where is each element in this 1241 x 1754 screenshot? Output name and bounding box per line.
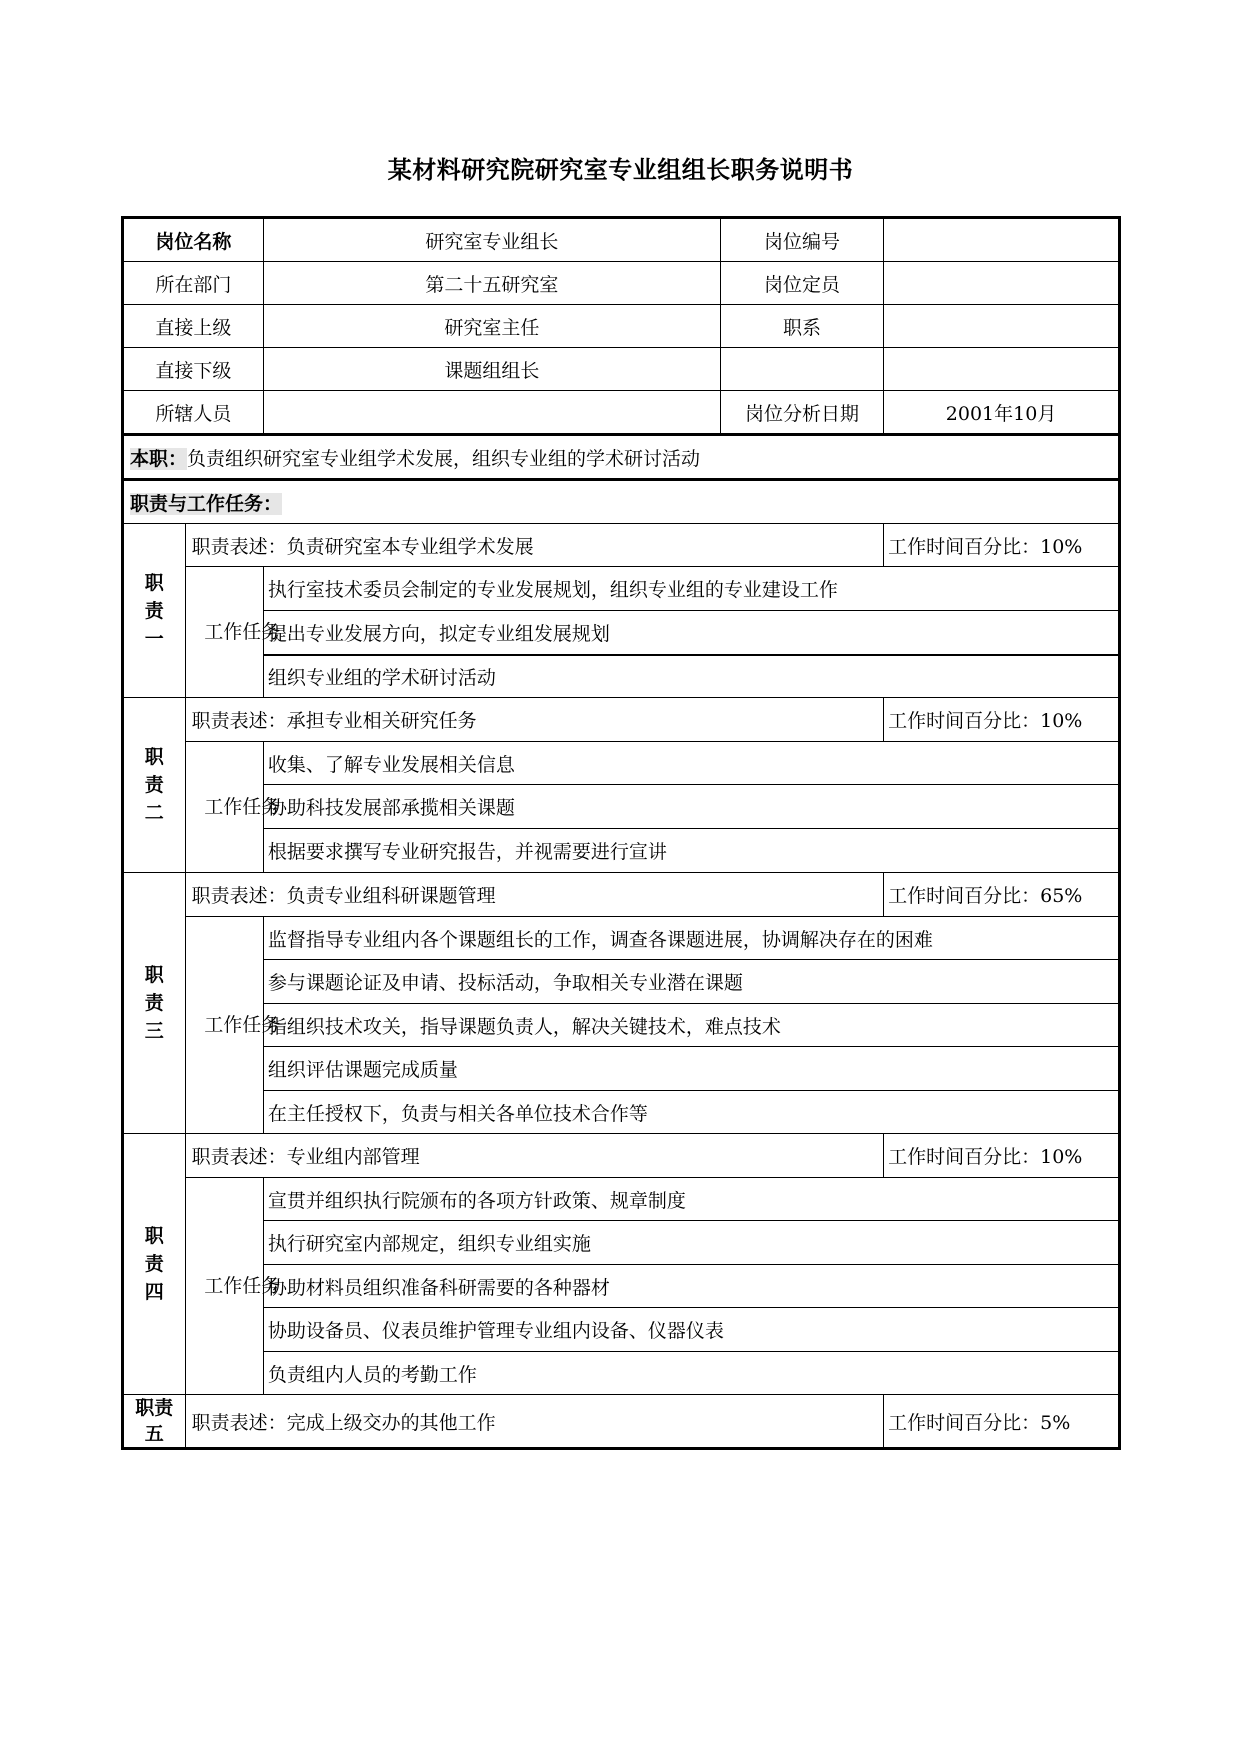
duty-pct: 工作时间百分比：10% [884,524,1120,567]
field-value: 研究室主任 [263,305,720,348]
field-label: 岗位定员 [720,262,883,305]
field-label: 岗位分析日期 [720,391,883,435]
field-label: 所在部门 [123,262,264,305]
duty-pct: 工作时间百分比：10% [884,1134,1120,1178]
task-label-text: 工作任务 [204,1014,281,1036]
field-value [263,391,720,435]
duty-label: 职 责 二 [123,698,186,873]
duty-label: 职 责 一 [123,524,186,698]
duty-desc-row [123,1395,1120,1449]
task-row [123,655,1120,698]
basic-row [123,348,1120,391]
task-row [123,742,1120,785]
duty-desc: 职责表述：负责专业组科研课题管理 [185,873,884,917]
field-label: 所辖人员 [123,391,264,435]
duty-desc-row [123,524,1120,567]
task-label [185,742,281,873]
task-item: 参与课题论证及申请、投标活动，争取相关专业潜在课题 [263,960,1119,1004]
task-item: 执行研究室内部规定，组织专业组实施 [263,1221,1119,1265]
basic-row [123,305,1120,348]
task-row [123,1178,1120,1221]
basic-row [123,262,1120,305]
field-value: 2001年10月 [884,391,1120,435]
duty-desc: 职责表述：专业组内部管理 [185,1134,884,1178]
task-item: 组织评估课题完成质量 [263,1047,1119,1091]
task-row [123,960,1120,1004]
task-row [123,1221,1120,1265]
task-label-text: 工作任务 [204,1275,281,1297]
task-label [185,1178,281,1395]
duties-header-cell [123,480,1120,524]
basic-row [123,391,1120,435]
duty-label: 职责 五 [123,1395,186,1449]
task-row [123,1308,1120,1352]
duties-header-row [123,480,1120,524]
task-row [123,1265,1120,1308]
field-label: 职系 [720,305,883,348]
task-item: 执行室技术委员会制定的专业发展规划，组织专业组的专业建设工作 [263,567,1119,611]
page-title: 某材料研究院研究室专业组组长职务说明书 [387,156,854,184]
task-label [185,917,281,1134]
duty-desc: 职责表述：完成上级交办的其他工作 [185,1395,884,1449]
field-value [884,262,1120,305]
task-row [123,567,1120,611]
duty-desc: 职责表述：承担专业相关研究任务 [185,698,884,742]
task-label-text: 工作任务 [204,621,281,643]
task-item: 协助科技发展部承揽相关课题 [263,785,1119,829]
task-item: 指组织技术攻关，指导课题负责人，解决关键技术，难点技术 [263,1004,1119,1047]
task-item: 根据要求撰写专业研究报告，并视需要进行宣讲 [263,829,1119,873]
task-item: 提出专业发展方向，拟定专业组发展规划 [263,611,1119,655]
field-value: 研究室专业组长 [263,218,720,262]
duty-pct: 工作时间百分比：10% [884,698,1120,742]
field-value [884,218,1120,262]
field-label: 直接下级 [123,348,264,391]
job-description-table [121,216,1121,1450]
task-row [123,917,1120,960]
duty-pct: 工作时间百分比：65% [884,873,1120,917]
task-item: 收集、了解专业发展相关信息 [263,742,1119,785]
task-row [123,1004,1120,1047]
benzhi-label: 本职： [130,447,188,470]
field-value: 课题组组长 [263,348,720,391]
task-label-text: 工作任务 [204,796,281,818]
basic-row [123,218,1120,262]
field-value [884,348,1120,391]
task-item: 在主任授权下，负责与相关各单位技术合作等 [263,1091,1119,1134]
duty-label: 职 责 四 [123,1134,186,1395]
task-item: 组织专业组的学术研讨活动 [263,655,1119,698]
task-row [123,611,1120,655]
task-row [123,785,1120,829]
duty-desc-row [123,873,1120,917]
duty-pct: 工作时间百分比：5% [884,1395,1120,1449]
task-row [123,1352,1120,1395]
benzhi-cell [123,435,1120,480]
field-value: 第二十五研究室 [263,262,720,305]
field-label: 岗位名称 [123,218,264,262]
task-item: 协助设备员、仪表员维护管理专业组内设备、仪器仪表 [263,1308,1119,1352]
task-item: 协助材料员组织准备科研需要的各种器材 [263,1265,1119,1308]
task-row [123,1047,1120,1091]
field-label [720,348,883,391]
benzhi-row [123,435,1120,480]
task-row [123,829,1120,873]
duty-desc-row [123,1134,1120,1178]
task-item: 监督指导专业组内各个课题组长的工作，调查各课题进展，协调解决存在的困难 [263,917,1119,960]
duties-header: 职责与工作任务： [130,492,283,515]
duty-desc: 职责表述：负责研究室本专业组学术发展 [185,524,884,567]
field-value [884,305,1120,348]
task-row [123,1091,1120,1134]
duty-label: 职 责 三 [123,873,186,1134]
task-item: 宣贯并组织执行院颁布的各项方针政策、规章制度 [263,1178,1119,1221]
field-label: 岗位编号 [720,218,883,262]
field-label: 直接上级 [123,305,264,348]
task-label [185,567,281,698]
task-item: 负责组内人员的考勤工作 [263,1352,1119,1395]
duty-desc-row [123,698,1120,742]
benzhi-text: 负责组织研究室专业组学术发展，组织专业组的学术研讨活动 [187,447,701,470]
